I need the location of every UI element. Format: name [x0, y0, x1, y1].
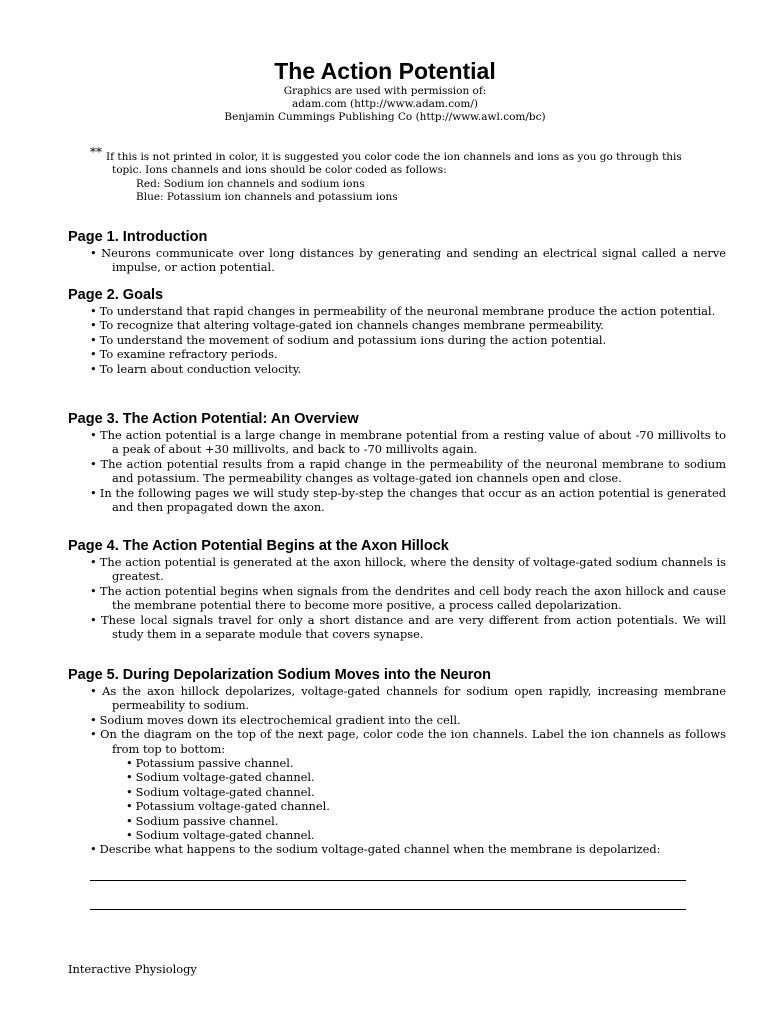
answer-line[interactable]	[90, 909, 686, 910]
note-red: Red: Sodium ion channels and sodium ions	[136, 177, 365, 190]
note-line: If this is not printed in color, it is suggested you color code the ion channels and ions as you go through this	[106, 151, 682, 163]
list-item: • To recognize that altering voltage-gated ion channels changes membrane permeability.	[90, 318, 604, 333]
section-heading: Page 1. Introduction	[68, 229, 208, 245]
color-code-note	[90, 146, 730, 204]
credit-line: Benjamin Cummings Publishing Co (http://www.awl.com/bc)	[224, 111, 546, 123]
section-axon-hillock	[68, 538, 726, 641]
list-item: • As the axon hillock depolarizes, voltage-gated channels for sodium open rapidly, increasing membrane permeability to sodium.	[90, 684, 726, 713]
note-line: topic. Ions channels and ions should be color coded as follows:	[112, 164, 447, 177]
sub-list-item: • Sodium passive channel.	[126, 813, 279, 828]
note-marker: **	[90, 145, 102, 159]
list-item: • The action potential results from a rapid change in the permeability of the neuronal membrane to sodium and potassium. The permeability changes as voltage-gated ion channels open and close.	[90, 456, 726, 486]
section-goals	[68, 287, 726, 376]
sub-list-item: • Sodium voltage-gated channel.	[126, 828, 315, 843]
sub-list-item: • Sodium voltage-gated channel.	[126, 770, 315, 785]
list-item: • To understand the movement of sodium and potassium ions during the action potential.	[90, 332, 607, 347]
list-item: • Neurons communicate over long distances by generating and sending an electrical signal called a nerve impulse, or action potential.	[90, 246, 726, 275]
sub-list-item: • Sodium voltage-gated channel.	[126, 784, 315, 799]
note-blue: Blue: Potassium ion channels and potassium ions	[136, 190, 398, 203]
list-item: • The action potential is a large change in membrane potential from a resting value of about -70 millivolts to a peak of about +30 millivolts, and back to -70 millivolts again.	[90, 428, 726, 457]
section-heading: Page 2. Goals	[68, 287, 164, 303]
section-overview	[68, 411, 726, 514]
page-title: The Action Potential	[274, 58, 496, 84]
list-item: • To examine refractory periods.	[90, 347, 278, 362]
list-item: • The action potential begins when signals from the dendrites and cell body reach the axon hillock and cause the membrane potential there to become more positive, a process called depolarization.	[90, 583, 726, 613]
list-item: • To learn about conduction velocity.	[90, 361, 302, 376]
list-item: • Describe what happens to the sodium voltage-gated channel when the membrane is depolarized:	[90, 842, 661, 857]
section-heading: Page 4. The Action Potential Begins at the Axon Hillock	[68, 538, 449, 554]
sub-list-item: • Potassium passive channel.	[126, 756, 294, 771]
list-item: • The action potential is generated at the axon hillock, where the density of voltage-gated sodium channels is greatest.	[90, 555, 726, 584]
section-depolarization	[68, 667, 726, 857]
answer-line[interactable]	[90, 880, 686, 881]
list-item: • Sodium moves down its electrochemical gradient into the cell.	[90, 712, 461, 727]
list-item: • In the following pages we will study step-by-step the changes that occur as an action potential is generated and then propagated down the axon.	[90, 485, 726, 515]
section-heading: Page 3. The Action Potential: An Overview	[68, 411, 359, 427]
section-introduction	[68, 229, 726, 275]
credits	[0, 85, 770, 124]
credit-line: adam.com (http://www.adam.com/)	[291, 98, 479, 110]
list-item: • These local signals travel for only a short distance and are very different from action potentials. We will study them in a separate module that covers synapse.	[90, 612, 726, 642]
sub-list-item: • Potassium voltage-gated channel.	[126, 799, 330, 814]
section-heading: Page 5. During Depolarization Sodium Moves into the Neuron	[68, 667, 491, 683]
credit-line: Graphics are used with permission of:	[283, 85, 487, 97]
list-item: • To understand that rapid changes in permeability of the neuronal membrane produce the action potential.	[90, 304, 716, 318]
list-item: • On the diagram on the top of the next page, color code the ion channels. Label the ion channels as follows from top to bottom:	[90, 727, 726, 756]
footer: Interactive Physiology	[68, 962, 197, 976]
